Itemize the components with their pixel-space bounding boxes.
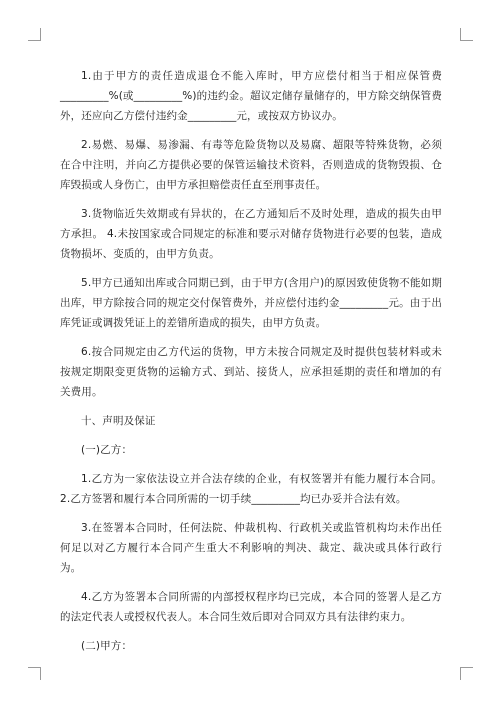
crop-mark-top-right bbox=[460, 28, 473, 41]
paragraph-delivery-delay: 5.甲方已通知出库或合同期已到，由于甲方(含用户)的原因致使货物不能如期出库，甲方除按合同的规定交付保管费外，并应偿付违约金_________元。由于出库凭证或调拨凭证上的差错所造成的损失，由甲方负责。 bbox=[60, 277, 442, 329]
paragraph-party-b-establishment: 1.乙方为一家依法设立并合法存续的企业，有权签署并有能力履行本合同。 2.乙方签署和履行本合同所需的一切手续_________均已办妥并合法有效。 bbox=[60, 473, 442, 505]
crop-mark-bottom-left bbox=[28, 667, 41, 680]
paragraph-transport-materials: 6.按合同规定由乙方代运的货物，甲方未按合同规定及时提供包装材料或未按规定期限变更货物的运输方式、到站、接货人，应承担延期的责任和增加的有关费用。 bbox=[60, 346, 442, 398]
paragraph-penalty-warehouse: 1.由于甲方的责任造成退仓不能入库时，甲方应偿付相当于相应保管费_________%(或_________%)的违约金。超议定储存量储存的，甲方除交纳保管费外，还应向乙方偿付违约金_________元，或按双方协议办。 bbox=[60, 70, 442, 122]
document-body bbox=[60, 66, 442, 665]
subsection-heading-party-a: (二)甲方： bbox=[81, 640, 133, 652]
section-heading-declarations: 十、声明及保证 bbox=[81, 415, 156, 427]
subsection-heading-party-b: (一)乙方： bbox=[81, 444, 133, 456]
crop-mark-bottom-right bbox=[460, 667, 473, 680]
crop-mark-top-left bbox=[28, 28, 41, 41]
paragraph-party-b-authorization: 4.乙方为签署本合同所需的内部授权程序均已完成，本合同的签署人是乙方的法定代表人或授权代表人。本合同生效后即对合同双方具有法律约束力。 bbox=[60, 591, 442, 623]
paragraph-expiry-packaging: 3.货物临近失效期或有异状的，在乙方通知后不及时处理，造成的损失由甲方承担。 4.未按国家或合同规定的标准和要示对储存货物进行必要的包装，造成货物损坏、变质的，由甲方负责。 bbox=[60, 208, 442, 260]
paragraph-party-b-no-adverse-rulings: 3.在签署本合同时，任何法院、仲裁机构、行政机关或监管机构均未作出任何足以对乙方履行本合同产生重大不利影响的判决、裁定、裁决或具体行政行为。 bbox=[60, 522, 442, 574]
paragraph-dangerous-goods: 2.易燃、易爆、易渗漏、有毒等危险货物以及易腐、超限等特殊货物，必须在合中注明，并向乙方提供必要的保管运输技术资料，否则造成的货物毁损、仓库毁损或人身伤亡，由甲方承担赔偿责任直至刑事责任。 bbox=[60, 139, 442, 191]
